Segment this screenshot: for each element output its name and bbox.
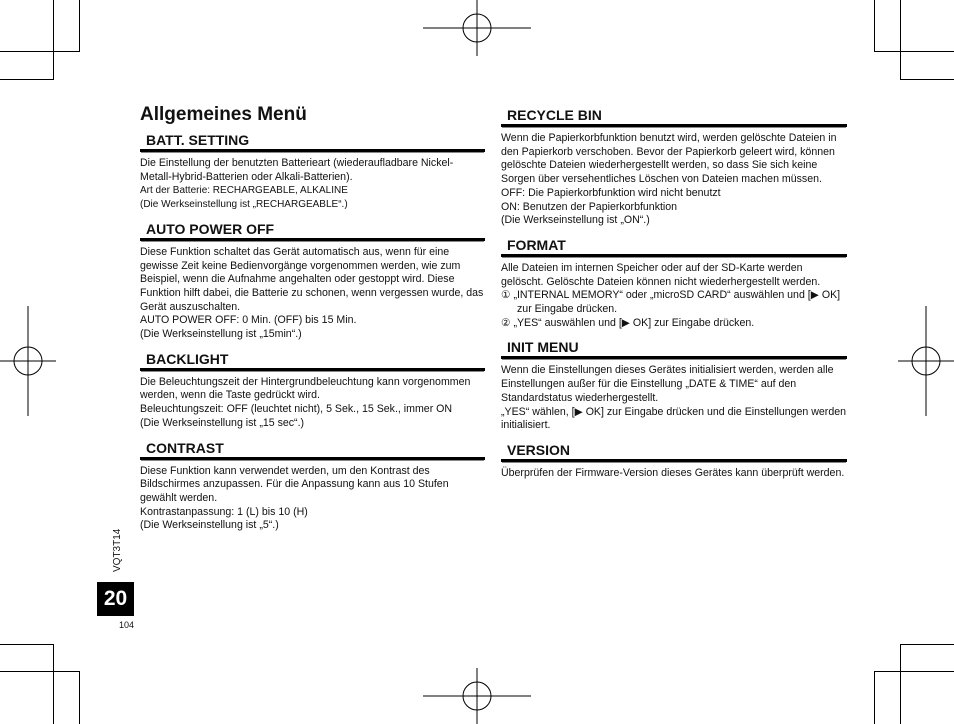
section-auto-power-off <box>140 220 485 342</box>
body-line: Art der Batterie: RECHARGEABLE, ALKALINE <box>140 185 348 197</box>
body-line: „YES“ wählen, [▶ OK] zur Eingabe drücken und die Einstellungen werden initialisiert. <box>501 405 846 432</box>
registration-mark-top <box>423 0 531 56</box>
body-line: ON: Benutzen der Papierkorbfunktion <box>501 200 678 213</box>
section-heading: BACKLIGHT <box>140 350 485 371</box>
body-line: OFF: Die Papierkorbfunktion wird nicht benutzt <box>501 186 721 199</box>
section-heading: CONTRAST <box>140 439 485 460</box>
section-batt-setting <box>140 131 485 212</box>
body-line: Überprüfen der Firmware-Version dieses Gerätes kann überprüft werden. <box>501 466 845 479</box>
page-tab-number: 20 <box>97 582 134 616</box>
section-heading: BATT. SETTING <box>140 131 485 152</box>
section-body <box>501 364 847 433</box>
body-line: (Die Werkseinstellung ist „5“.) <box>140 519 279 532</box>
page-number: 104 <box>119 620 135 630</box>
body-line: Diese Funktion kann verwendet werden, um den Kontrast des Bildschirmes anzupassen. Für die Anpassung kann aus 10 Stufen gewählt werden. <box>140 464 449 504</box>
section-body <box>140 157 485 212</box>
body-line: Die Beleuchtungszeit der Hintergrundbeleuchtung kann vorgenommen werden, wenn die Taste gedrückt wird. <box>140 375 471 402</box>
section-body <box>140 246 485 342</box>
body-line: AUTO POWER OFF: 0 Min. (OFF) bis 15 Min. <box>140 314 357 327</box>
body-line: Wenn die Einstellungen dieses Gerätes initialisiert werden, werden alle Einstellungen außer für die Einstellung „DATE & TIME“ auf den Standardstatus wiederhergestellt. <box>501 364 834 404</box>
section-backlight <box>140 350 485 431</box>
body-line: Die Einstellung der benutzten Batterieart (wiederaufladbare Nickel-Metall-Hybrid-Batterien oder Alkali-Batterien). <box>140 157 454 183</box>
section-init-menu <box>501 338 847 433</box>
body-line: Alle Dateien im internen Speicher oder auf der SD-Karte werden gelöscht. Gelöschte Dateien können nicht wiederhergestellt werden. <box>501 261 821 288</box>
section-heading: FORMAT <box>501 236 847 257</box>
registration-mark-left <box>0 306 56 416</box>
section-version <box>501 441 847 481</box>
section-heading: INIT MENU <box>501 338 847 359</box>
section-body <box>140 465 485 534</box>
section-contrast <box>140 439 485 534</box>
body-line: Wenn die Papierkorbfunktion benutzt wird, werden gelöschte Dateien in den Papierkorb verschoben. Bevor der Papierkorb geleert wird, können gelöschte Dateien wiederhergestellt werden, so dass Sie sich keine Sorgen über versehentliches Löschen von Dateien machen müssen. <box>501 132 837 186</box>
step-2: ② „YES“ auswählen und [▶ OK] zur Eingabe drücken. <box>501 316 755 329</box>
section-body <box>501 467 847 481</box>
section-body <box>501 132 847 228</box>
section-heading: VERSION <box>501 441 847 462</box>
section-body <box>501 262 847 331</box>
body-line: Diese Funktion schaltet das Gerät automatisch aus, wenn für eine gewisse Zeit keine Bedienvorgänge vorgenommen werden, wie zum Beispiel, wenn die Aufnahme angehalten oder gestoppt wird. Diese Funktion hilft dabei, die Batterie zu schonen, wenn vergessen wurde, das Gerät auszuschalten. <box>140 245 484 313</box>
section-heading: RECYCLE BIN <box>501 106 847 127</box>
body-line: Kontrastanpassung: 1 (L) bis 10 (H) <box>140 505 308 518</box>
step-1: ① „INTERNAL MEMORY“ oder „microSD CARD“ auswählen und [▶ OK] zur Eingabe drücken. <box>501 289 841 316</box>
section-recycle-bin <box>501 106 847 228</box>
body-line: (Die Werkseinstellung ist „15min“.) <box>140 328 302 341</box>
right-column <box>501 106 847 489</box>
body-line: (Die Werkseinstellung ist „RECHARGEABLE“.) <box>140 199 348 211</box>
left-column <box>140 131 485 541</box>
section-heading: AUTO POWER OFF <box>140 220 485 241</box>
body-line: Beleuchtungszeit: OFF (leuchtet nicht), 5 Sek., 15 Sek., immer ON <box>140 403 453 416</box>
body-line: (Die Werkseinstellung ist „ON“.) <box>501 214 650 227</box>
page-title: Allgemeines Menü <box>140 104 307 125</box>
registration-mark-right <box>898 306 954 416</box>
section-format <box>501 236 847 331</box>
body-line: (Die Werkseinstellung ist „15 sec“.) <box>140 416 305 429</box>
document-code: VQT3T14 <box>112 528 123 572</box>
section-body <box>140 376 485 431</box>
registration-mark-bottom <box>423 668 531 724</box>
